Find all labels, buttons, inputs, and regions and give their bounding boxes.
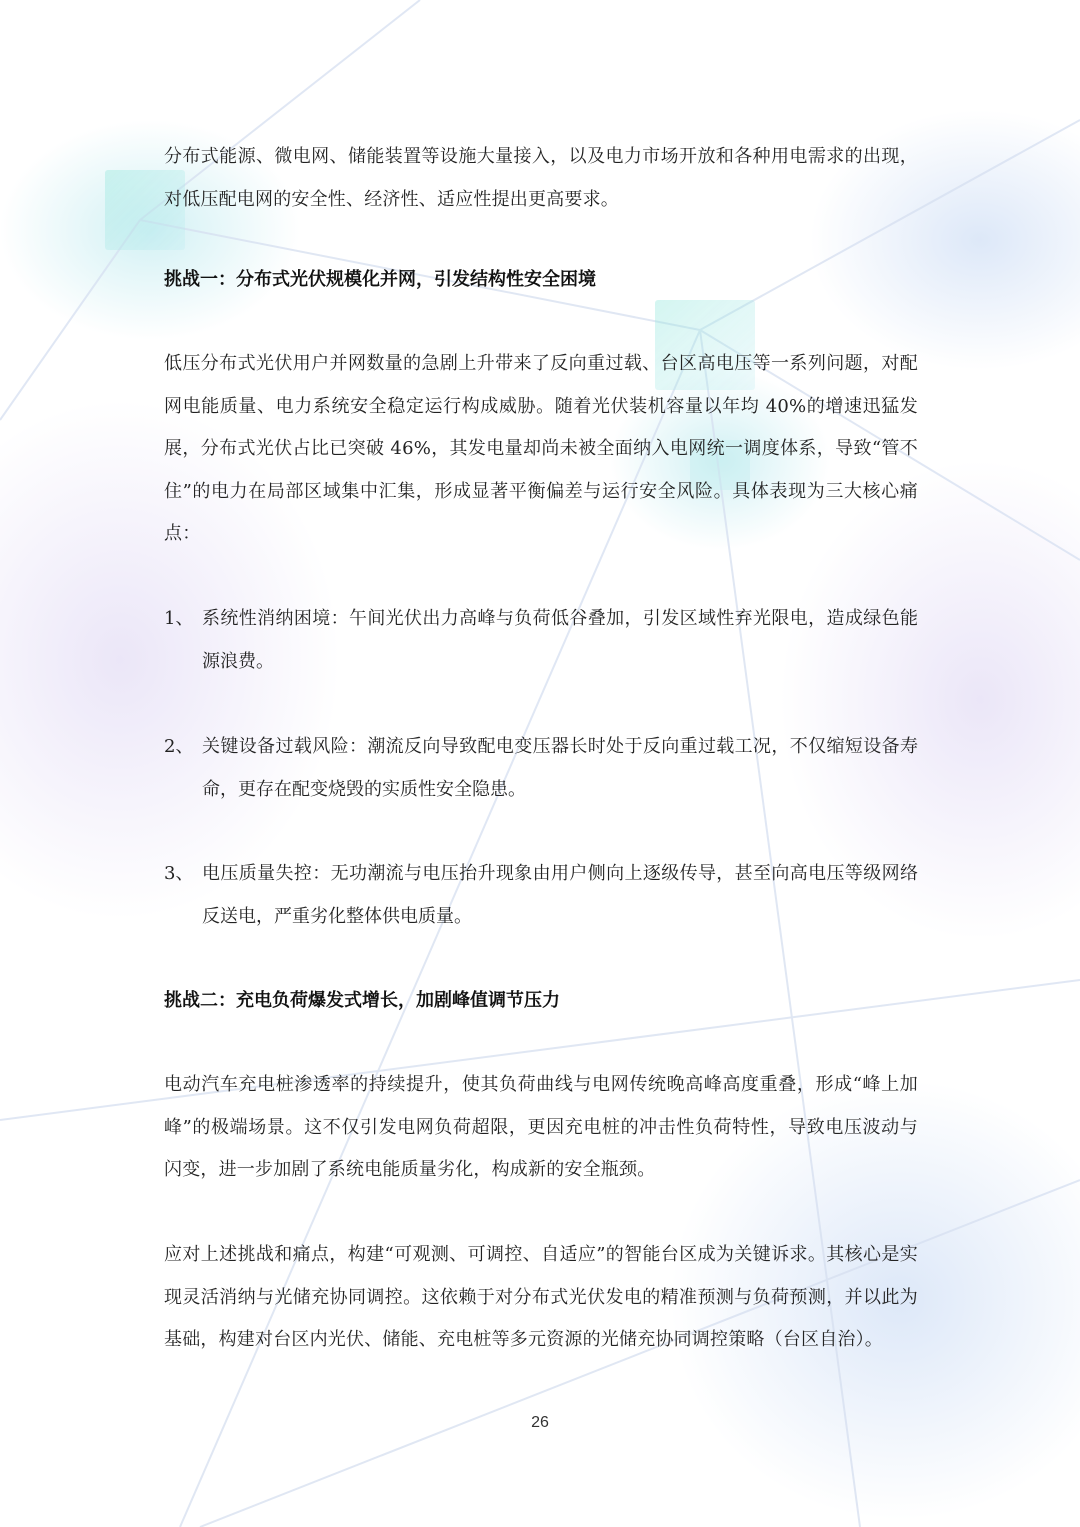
challenge1-paragraph: 低压分布式光伏用户并网数量的急剧上升带来了反向重过载、台区高电压等一系列问题，对配网电能质量、电力系统安全稳定运行构成威胁。随着光伏装机容量以年均 40%的增速迅猛发展，分布式光伏占比已突破 46%，其发电量却尚未被全面纳入电网统一调度体系，导致“管不住”的电力在局部区域集中汇集，形成显著平衡偏差与运行安全风险。具体表现为三大核心痛点：	[164, 353, 918, 544]
conclusion-paragraph: 应对上述挑战和痛点，构建“可观测、可调控、自适应”的智能台区成为关键诉求。其核心是实现灵活消纳与光储充协同调控。这依赖于对分布式光伏发电的精准预测与负荷预测，并以此为基础，构建对台区内光伏、储能、充电桩等多元资源的光储充协同调控策略（台区自治）。	[164, 1244, 918, 1350]
list-item-number: 2、	[164, 736, 194, 757]
list-item	[164, 598, 918, 683]
challenge1-heading: 挑战一：分布式光伏规模化并网，引发结构性安全困境	[164, 269, 596, 290]
intro-paragraph: 分布式能源、微电网、储能装置等设施大量接入，以及电力市场开放和各种用电需求的出现，对低压配电网的安全性、经济性、适应性提出更高要求。	[164, 146, 918, 210]
list-item-text: 电压质量失控：无功潮流与电压抬升现象由用户侧向上逐级传导，甚至向高电压等级网络反送电，严重劣化整体供电质量。	[202, 863, 918, 927]
page-number: 26	[531, 1414, 549, 1431]
list-item-number: 1、	[164, 608, 194, 629]
challenge2-paragraph: 电动汽车充电桩渗透率的持续提升，使其负荷曲线与电网传统晚高峰高度重叠，形成“峰上加峰”的极端场景。这不仅引发电网负荷超限，更因充电桩的冲击性负荷特性，导致电压波动与闪变，进一步加剧了系统电能质量劣化，构成新的安全瓶颈。	[164, 1074, 918, 1180]
list-item-number: 3、	[164, 863, 194, 884]
list-item	[164, 853, 918, 938]
list-item-text: 系统性消纳困境：午间光伏出力高峰与负荷低谷叠加，引发区域性弃光限电，造成绿色能源浪费。	[202, 608, 918, 672]
challenge2-heading: 挑战二：充电负荷爆发式增长，加剧峰值调节压力	[164, 990, 560, 1011]
list-item-text: 关键设备过载风险：潮流反向导致配电变压器长时处于反向重过载工况，不仅缩短设备寿命，更存在配变烧毁的实质性安全隐患。	[202, 736, 918, 800]
list-item	[164, 726, 918, 811]
